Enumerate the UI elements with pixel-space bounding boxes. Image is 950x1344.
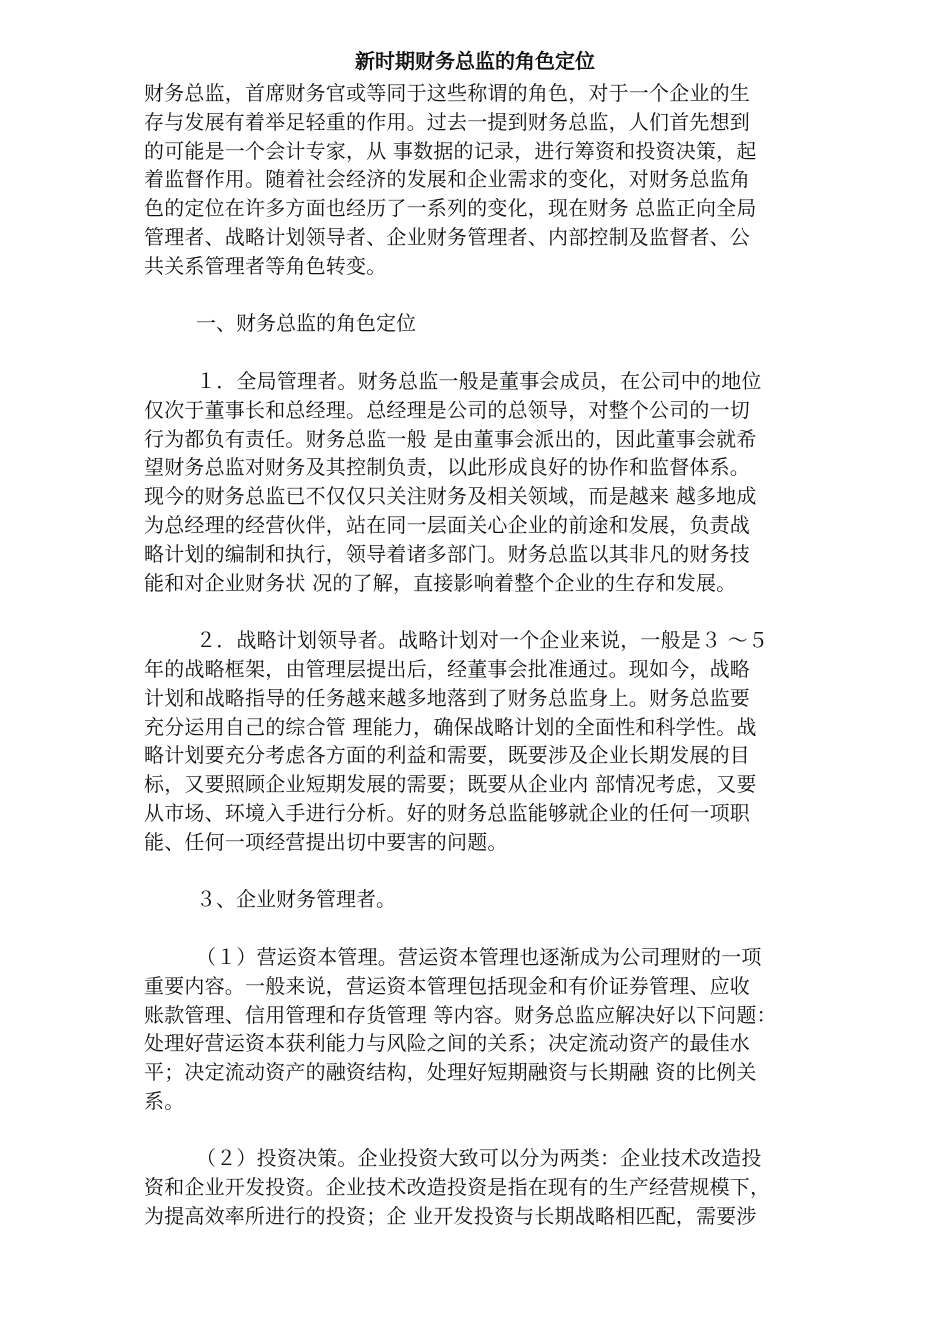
text-line: 能、任何一项经营提出切中要害的问题。 — [144, 829, 508, 854]
text-line: （１）营运资本管理。营运资本管理也逐渐成为公司理财的一项 — [196, 944, 762, 969]
paragraph-strategy-leader — [144, 626, 884, 856]
section-heading: 一、财务总监的角色定位 — [196, 311, 416, 336]
text-line: 计划和战略指导的任务越来越多地落到了财务总监身上。财务总监要 — [144, 685, 750, 710]
text-line: 标，又要照顾企业短期发展的需要；既要从企业内 部情况考虑，又要 — [144, 772, 757, 797]
text-line: 财务总监，首席财务官或等同于这些称谓的角色，对于一个企业的生 — [144, 81, 750, 105]
text-line: 共关系管理者等角色转变。 — [144, 253, 387, 278]
text-line: 望财务总监对财务及其控制负责，以此形成良好的协作和监督体系。 — [144, 455, 750, 480]
text-line: 的可能是一个会计专家，从 事数据的记录，进行筹资和投资决策，起 — [144, 138, 757, 163]
text-line: 重要内容。一般来说，营运资本管理包括现金和有价证券管理、应收 — [144, 973, 750, 998]
text-line: 资和企业开发投资。企业技术改造投资是指在现有的生产经营规模下， — [144, 1175, 771, 1200]
text-line: 处理好营运资本获利能力与风险之间的关系；决定流动资产的最佳水 — [144, 1031, 750, 1056]
text-line: ２．战略计划领导者。战略计划对一个企业来说，一般是３ ～５ — [196, 628, 769, 653]
text-line: （２）投资决策。企业投资大致可以分为两类：企业技术改造投 — [196, 1146, 762, 1171]
text-line: 存与发展有着举足轻重的作用。过去一提到财务总监，人们首先想到 — [144, 109, 750, 134]
text-line: 能和对企业财务状 况的了解，直接影响着整个企业的生存和发展。 — [144, 570, 737, 595]
text-line: 着监督作用。随着社会经济的发展和企业需求的变化，对财务总监角 — [144, 167, 750, 192]
text-line: 略计划要充分考虑各方面的利益和需要，既要涉及企业长期发展的目 — [144, 743, 750, 768]
text-line: 为提高效率所进行的投资；企 业开发投资与长期战略相匹配，需要涉 — [144, 1204, 757, 1229]
paragraph-working-capital — [144, 943, 884, 1116]
document-title: 新时期财务总监的角色定位 — [355, 49, 595, 73]
text-line: 略计划的编制和执行，领导着诸多部门。财务总监以其非凡的财务技 — [144, 541, 750, 566]
text-line: 系。 — [144, 1088, 185, 1113]
text-line: 管理者、战略计划领导者、企业财务管理者、内部控制及监督者、公 — [144, 224, 750, 249]
paragraph-overall-manager — [144, 367, 884, 597]
text-line: 账款管理、信用管理和存货管理 等内容。财务总监应解决好以下问题： — [144, 1002, 777, 1027]
text-line: 仅次于董事长和总经理。总经理是公司的总领导，对整个公司的一切 — [144, 397, 750, 422]
text-line: 平；决定流动资产的融资结构，处理好短期融资与长期融 资的比例关 — [144, 1060, 757, 1085]
paragraph-investment-decision — [144, 1144, 884, 1230]
text-line: 充分运用自己的综合管 理能力，确保战略计划的全面性和科学性。战 — [144, 714, 757, 739]
text-line: 为总经理的经营伙伴，站在同一层面关心企业的前途和发展，负责战 — [144, 512, 750, 537]
text-line: 行为都负有责任。财务总监一般 是由董事会派出的，因此董事会就希 — [144, 426, 757, 451]
text-line: 从市场、环境入手进行分析。好的财务总监能够就企业的任何一项职 — [144, 800, 750, 825]
subsection-heading: ３、企业财务管理者。 — [196, 887, 396, 912]
intro-paragraph — [144, 79, 884, 281]
document-body — [144, 79, 884, 1231]
text-line: 现今的财务总监已不仅仅只关注财务及相关领域，而是越来 越多地成 — [144, 484, 757, 509]
text-line: 色的定位在许多方面也经历了一系列的变化，现在财务 总监正向全局 — [144, 196, 757, 221]
text-line: １．全局管理者。财务总监一般是董事会成员，在公司中的地位 — [196, 368, 762, 393]
text-line: 年的战略框架，由管理层提出后，经董事会批准通过。现如今，战略 — [144, 656, 750, 681]
